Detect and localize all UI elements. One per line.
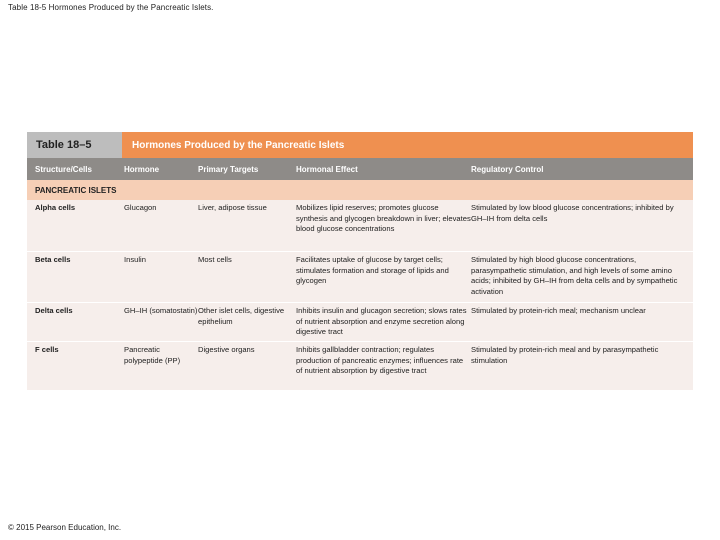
cell-control: Stimulated by protein-rich meal; mechanism unclear xyxy=(471,306,646,315)
cell-control: Stimulated by protein-rich meal and by parasympathetic stimulation xyxy=(471,345,659,365)
cell-control: Stimulated by high blood glucose concentrations, parasympathetic stimulation, and high levels of some amino acids; inhibited by GH–IH from delta cells and by sympathetic activation xyxy=(471,255,678,296)
hormone-table xyxy=(27,132,693,390)
cell-hormone: Insulin xyxy=(124,255,146,264)
table-caption: Hormones Produced by the Pancreatic Islets xyxy=(122,132,693,158)
cell-effect: Facilitates uptake of glucose by target cells; stimulates formation and storage of lipids and glycogen xyxy=(296,255,449,286)
slide-title: Table 18-5 Hormones Produced by the Pancreatic Islets. xyxy=(8,3,214,12)
table-row xyxy=(27,303,693,342)
column-header-targets: Primary Targets xyxy=(198,164,259,174)
cell-structure: Beta cells xyxy=(35,255,71,264)
column-header-control: Regulatory Control xyxy=(471,164,544,174)
copyright-notice: © 2015 Pearson Education, Inc. xyxy=(8,523,122,532)
table-row xyxy=(27,342,693,391)
cell-targets: Digestive organs xyxy=(198,345,255,354)
column-header-hormone: Hormone xyxy=(124,164,160,174)
column-header-effect: Hormonal Effect xyxy=(296,164,358,174)
cell-structure: Alpha cells xyxy=(35,203,76,212)
cell-targets: Other islet cells, digestive epithelium xyxy=(198,306,285,326)
table-header xyxy=(27,132,693,158)
cell-hormone: Pancreatic polypeptide (PP) xyxy=(124,345,181,365)
cell-hormone: Glucagon xyxy=(124,203,157,212)
table-row xyxy=(27,200,693,252)
cell-hormone: GH–IH (somatostatin) xyxy=(124,306,198,315)
cell-targets: Liver, adipose tissue xyxy=(198,203,267,212)
section-header: PANCREATIC ISLETS xyxy=(27,180,693,200)
table-number: Table 18–5 xyxy=(27,132,122,158)
cell-structure: Delta cells xyxy=(35,306,73,315)
table-row xyxy=(27,252,693,303)
column-header-row xyxy=(27,158,693,180)
cell-effect: Inhibits gallbladder contraction; regulates production of pancreatic enzymes; influences rate of nutrient absorption by digestive tract xyxy=(296,345,464,376)
cell-effect: Mobilizes lipid reserves; promotes glucose synthesis and glycogen breakdown in liver; elevates blood glucose concentrations xyxy=(296,203,471,234)
cell-effect: Inhibits insulin and glucagon secretion; slows rates of nutrient absorption and enzyme secretion along digestive tract xyxy=(296,306,467,337)
column-header-structure: Structure/Cells xyxy=(35,164,92,174)
cell-targets: Most cells xyxy=(198,255,232,264)
cell-control: Stimulated by low blood glucose concentrations; inhibited by GH–IH from delta cells xyxy=(471,203,674,223)
cell-structure: F cells xyxy=(35,345,59,354)
